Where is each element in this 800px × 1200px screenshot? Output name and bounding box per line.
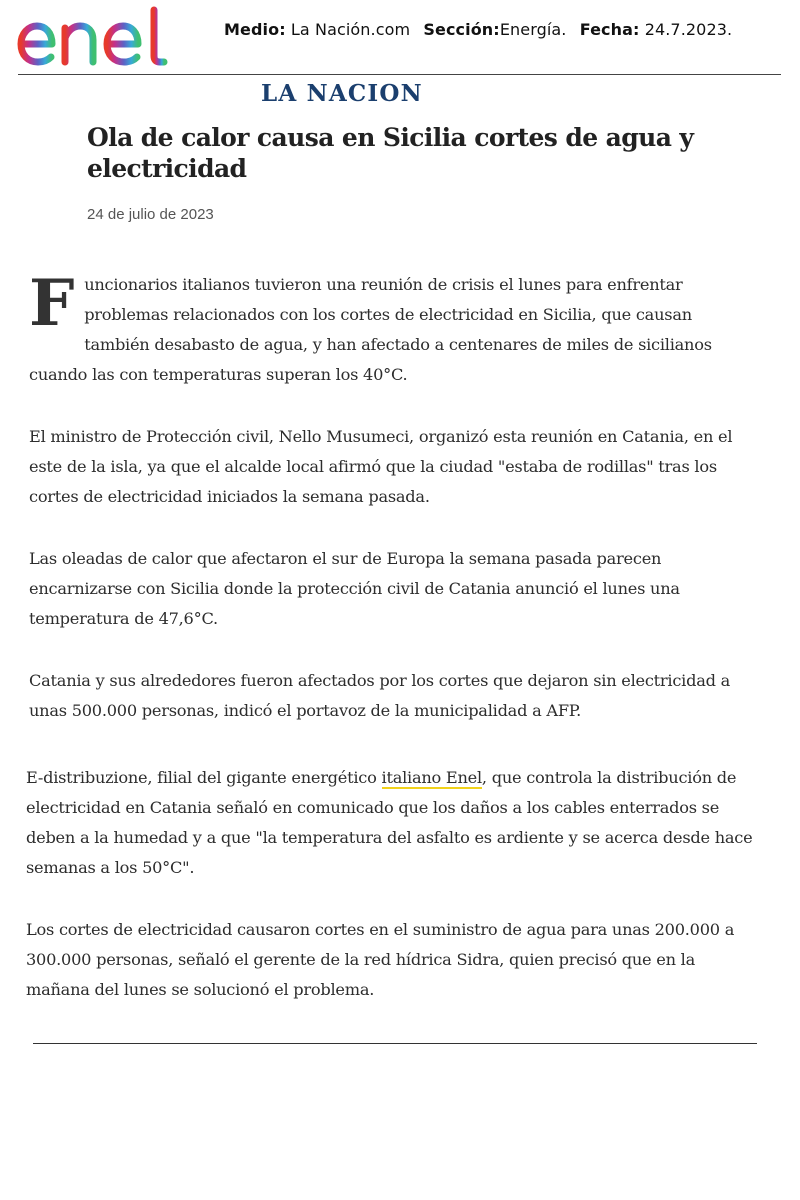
paragraph-5-text-end: , que controla la distribución de electricidad en Catania señaló en comunicado que los daños a los cables enterrados se deben a la humedad y a que "la temperatura del asfalto es ardiente y se acerca desde hace semanas a los 50°C". bbox=[26, 768, 753, 877]
article-paragraph-5 bbox=[26, 763, 761, 883]
drop-cap: F bbox=[29, 266, 75, 341]
seccion-label: Sección: bbox=[423, 20, 500, 39]
paragraph-1-text: uncionarios italianos tuvieron una reunión de crisis el lunes para enfrentar problemas relacionados con los cortes de electricidad en Sicilia, que causan también desabasto de agua, y han afectado a centenares de miles de sicilianos cuando las con temperaturas superan los 40°C. bbox=[29, 275, 712, 384]
article-paragraph-3: Las oleadas de calor que afectaron el sur de Europa la semana pasada parecen encarnizarse con Sicilia donde la protección civil de Catania anunció el lunes una temperatura de 47,6°C. bbox=[29, 549, 680, 628]
article-paragraph-1 bbox=[29, 266, 759, 390]
seccion-value: Energía. bbox=[499, 20, 567, 39]
medio-value: La Nación.com bbox=[290, 20, 411, 39]
fecha-value: 24.7.2023. bbox=[644, 20, 733, 39]
enel-logo-mark bbox=[16, 4, 182, 70]
article-date: 24 de julio de 2023 bbox=[87, 206, 214, 223]
article-paragraph-6: Los cortes de electricidad causaron cortes en el suministro de agua para unas 200.000 a 300.000 personas, señaló el gerente de la red hídrica Sidra, quien precisó que en la mañana del lunes se solucionó el problema. bbox=[26, 920, 735, 999]
enel-link[interactable]: italiano Enel bbox=[381, 768, 482, 787]
medio-label: Medio: bbox=[224, 20, 286, 39]
press-clipping-metadata bbox=[224, 20, 732, 39]
article-title: Ola de calor causa en Sicilia cortes de agua y electricidad bbox=[87, 123, 694, 183]
enel-logo bbox=[16, 4, 182, 70]
newspaper-masthead: LA NACION bbox=[261, 80, 423, 107]
header-divider bbox=[18, 74, 781, 75]
article-paragraph-4: Catania y sus alrededores fueron afectados por los cortes que dejaron sin electricidad a unas 500.000 personas, indicó el portavoz de la municipalidad a AFP. bbox=[29, 671, 731, 720]
article-paragraph-2: El ministro de Protección civil, Nello Musumeci, organizó esta reunión en Catania, en el este de la isla, ya que el alcalde local afirmó que la ciudad "estaba de rodillas" tras los cortes de electricidad iniciados la semana pasada. bbox=[29, 427, 733, 506]
footer-divider bbox=[33, 1043, 757, 1044]
fecha-label: Fecha: bbox=[579, 20, 640, 39]
paragraph-5-text-start: E-distribuzione, filial del gigante energético bbox=[26, 768, 382, 787]
